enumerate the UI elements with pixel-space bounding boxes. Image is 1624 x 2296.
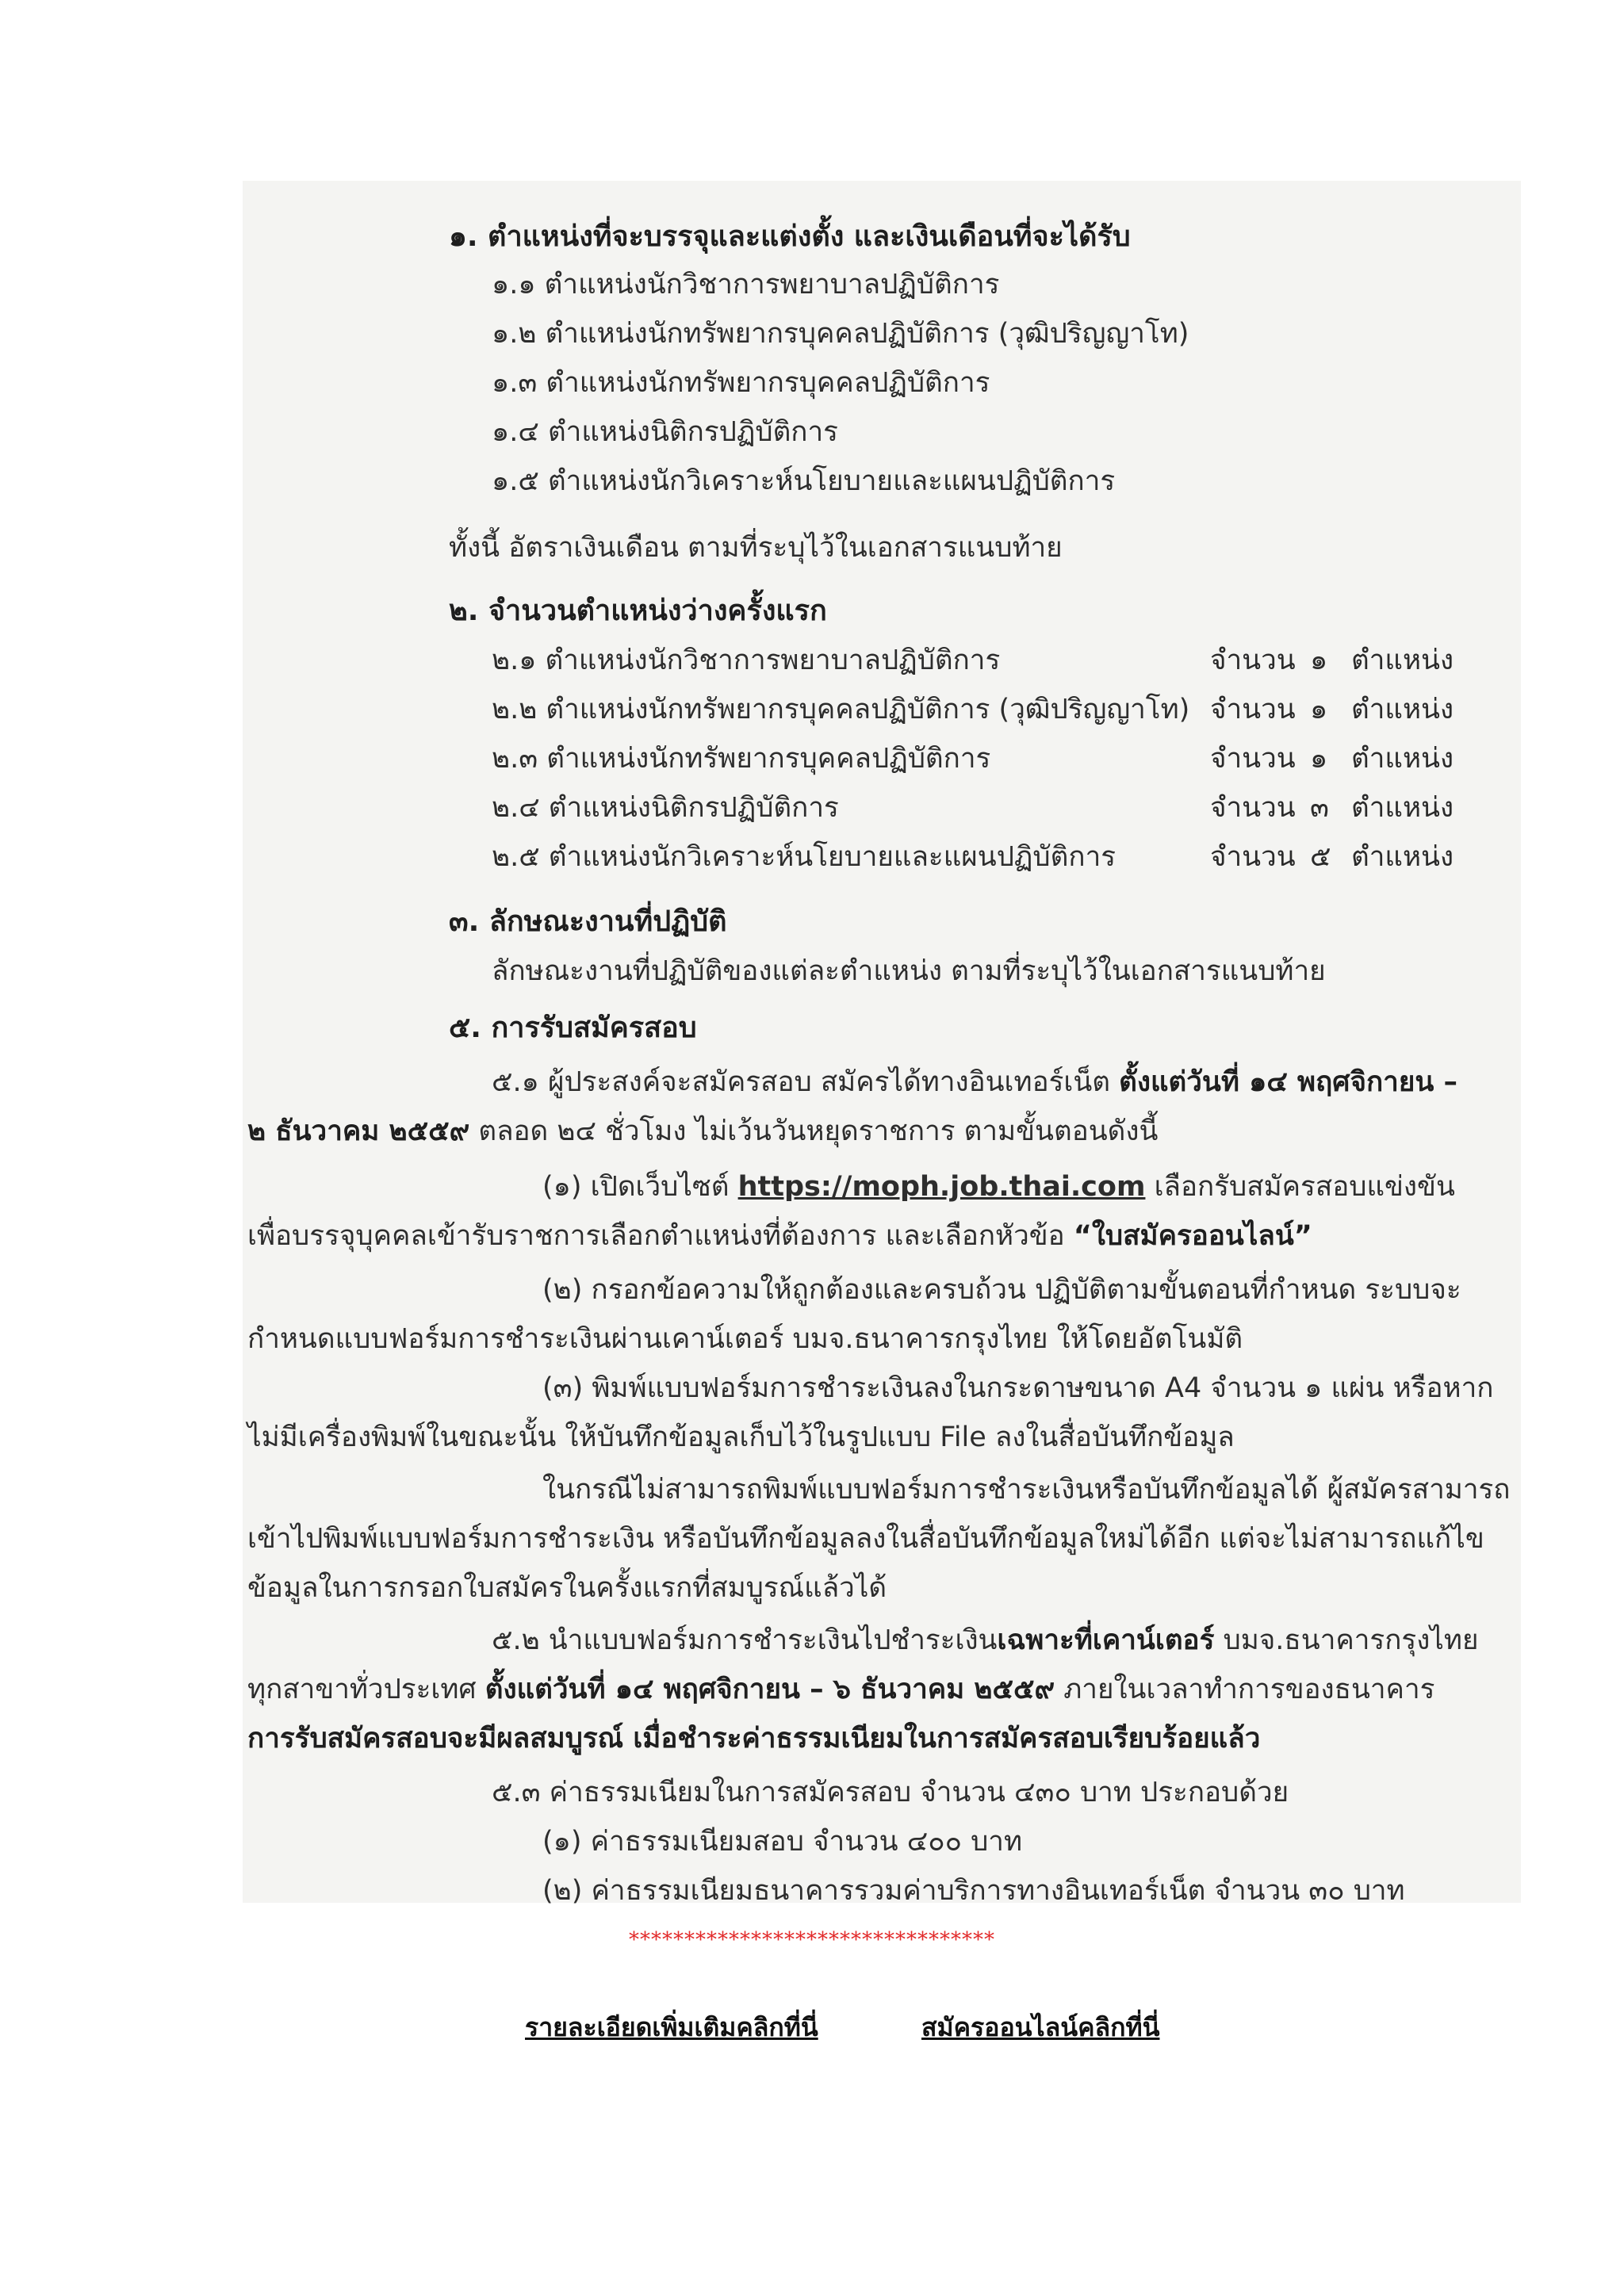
section2-row-3-count-word: จำนวน [1210, 743, 1296, 775]
online-form-label: “ใบสมัครออนไลน์” [1073, 1220, 1312, 1252]
step1-cont: เพื่อบรรจุบุคคลเข้ารับราชการเลือกตำแหน่งที่ต้องการ และเลือกหัวข้อ [247, 1220, 1074, 1252]
section2-row-2-label: ๒.๒ ตำแหน่งนักทรัพยากรบุคคลปฏิบัติการ (วุฒิปริญญาโท) [492, 694, 1190, 725]
section2-row-1-count-word: จำนวน [1210, 645, 1296, 676]
separator-stars: ********************************* [629, 1928, 995, 1952]
section1-item-3: ๑.๓ ตำแหน่งนักทรัพยากรบุคคลปฏิบัติการ [492, 367, 990, 399]
p51-line2 [247, 1113, 1158, 1150]
step1-intro: (๑) เปิดเว็บไซต์ [542, 1171, 738, 1203]
section3-heading: ๓. ลักษณะงานที่ปฏิบัติ [449, 905, 727, 938]
section2-row-3-count: ๑ [1310, 743, 1328, 775]
p52-bank: บมจ.ธนาคารกรุงไทย [1214, 1624, 1479, 1656]
section2-row-5-count-word: จำนวน [1210, 841, 1296, 873]
section2-row-2-count: ๑ [1310, 694, 1328, 725]
p51-end-date: ๒ ธันวาคม ๒๕๕๙ [247, 1115, 470, 1147]
section2-row-2-count-word: จำนวน [1210, 694, 1296, 725]
p53-fee-exam: (๑) ค่าธรรมเนียมสอบ จำนวน ๔๐๐ บาท [542, 1826, 1023, 1858]
section1-item-1: ๑.๑ ตำแหน่งนักวิชาการพยาบาลปฏิบัติการ [492, 269, 1000, 300]
details-link[interactable]: รายละเอียดเพิ่มเติมคลิกที่นี่ [525, 2012, 818, 2042]
step2-line2: กำหนดแบบฟอร์มการชำระเงินผ่านเคาน์เตอร์ บมจ.ธนาคารกรุงไทย ให้โดยอัตโนมัติ [247, 1323, 1243, 1355]
section2-row-3-label: ๒.๓ ตำแหน่งนักทรัพยากรบุคคลปฏิบัติการ [492, 743, 991, 775]
section1-item-2: ๑.๒ ตำแหน่งนักทรัพยากรบุคคลปฏิบัติการ (วุฒิปริญญาโท) [492, 318, 1189, 350]
section1-item-4: ๑.๔ ตำแหน่งนิติกรปฏิบัติการ [492, 416, 838, 448]
section2-row-1-label: ๒.๑ ตำแหน่งนักวิชาการพยาบาลปฏิบัติการ [492, 645, 1001, 676]
section1-item-5: ๑.๕ ตำแหน่งนักวิเคราะห์นโยบายและแผนปฏิบัติการ [492, 465, 1116, 497]
website-link[interactable]: https://moph.job.thai.com [737, 1171, 1146, 1203]
section2-row-4-unit: ตำแหน่ง [1351, 792, 1454, 824]
p52-branches: ทุกสาขาทั่วประเทศ [247, 1674, 485, 1705]
apply-online-link[interactable]: สมัครออนไลน์คลิกที่นี่ [921, 2012, 1160, 2042]
section2-row-5-unit: ตำแหน่ง [1351, 841, 1454, 873]
step1-line2 [247, 1218, 1312, 1254]
note-line2: เข้าไปพิมพ์แบบฟอร์มการชำระเงิน หรือบันทึกข้อมูลลงในสื่อบันทึกข้อมูลใหม่ได้อีก แต่จะไม่สามารถแก้ไข [247, 1523, 1484, 1555]
p52-line1 [492, 1622, 1479, 1659]
section2-row-4-count-word: จำนวน [1210, 792, 1296, 824]
p52-complete-note: การรับสมัครสอบจะมีผลสมบูรณ์ เมื่อชำระค่าธรรมเนียมในการสมัครสอบเรียบร้อยแล้ว [247, 1723, 1261, 1755]
step1-rest: เลือกรับสมัครสอบแข่งขัน [1145, 1171, 1455, 1203]
note-line1: ในกรณีไม่สามารถพิมพ์แบบฟอร์มการชำระเงินหรือบันทึกข้อมูลได้ ผู้สมัครสามารถ [542, 1474, 1511, 1506]
p52-line2 [247, 1671, 1434, 1708]
p52-dates: ตั้งแต่วันที่ ๑๔ พฤศจิกายน – ๖ ธันวาคม ๒๕๕๙ [485, 1674, 1055, 1705]
step3-line1: (๓) พิมพ์แบบฟอร์มการชำระเงินลงในกระดาษขนาด A4 จำนวน ๑ แผ่น หรือหาก [542, 1372, 1494, 1404]
p53-fee-total: ๕.๓ ค่าธรรมเนียมในการสมัครสอบ จำนวน ๔๓๐ บาท ประกอบด้วย [492, 1777, 1289, 1808]
p51-intro: ๕.๑ ผู้ประสงค์จะสมัครสอบ สมัครได้ทางอินเทอร์เน็ต [492, 1066, 1120, 1098]
section2-row-3-unit: ตำแหน่ง [1351, 743, 1454, 775]
section2-row-5-count: ๕ [1310, 841, 1331, 873]
p52-hours: ภายในเวลาทำการของธนาคาร [1055, 1674, 1435, 1705]
section2-row-5-label: ๒.๕ ตำแหน่งนักวิเคราะห์นโยบายและแผนปฏิบัติการ [492, 841, 1116, 873]
note-line3: ข้อมูลในการกรอกใบสมัครในครั้งแรกที่สมบูรณ์แล้วได้ [247, 1572, 887, 1604]
p52-counter: เฉพาะที่เคาน์เตอร์ [997, 1624, 1215, 1656]
p51-rest: ตลอด ๒๔ ชั่วโมง ไม่เว้นวันหยุดราชการ ตามขั้นตอนดังนี้ [469, 1115, 1159, 1147]
step2-line1: (๒) กรอกข้อความให้ถูกต้องและครบถ้วน ปฏิบัติตามขั้นตอนที่กำหนด ระบบจะ [542, 1274, 1461, 1306]
p53-fee-bank: (๒) ค่าธรรมเนียมธนาคารรวมค่าบริการทางอินเทอร์เน็ต จำนวน ๓๐ บาท [542, 1875, 1405, 1907]
section2-row-1-unit: ตำแหน่ง [1351, 645, 1454, 676]
p51-line1 [492, 1064, 1457, 1100]
section1-note: ทั้งนี้ อัตราเงินเดือน ตามที่ระบุไว้ในเอกสารแนบท้าย [449, 532, 1063, 564]
section2-row-4-label: ๒.๔ ตำแหน่งนิติกรปฏิบัติการ [492, 792, 839, 824]
section2-row-1-count: ๑ [1310, 645, 1328, 676]
section5-heading: ๕. การรับสมัครสอบ [449, 1012, 697, 1044]
p51-start-date: ตั้งแต่วันที่ ๑๔ พฤศจิกายน – [1119, 1066, 1457, 1098]
section1-heading: ๑. ตำแหน่งที่จะบรรจุและแต่งตั้ง และเงินเดือนที่จะได้รับ [449, 220, 1131, 253]
p52-intro: ๕.๒ นำแบบฟอร์มการชำระเงินไปชำระเงิน [492, 1624, 998, 1656]
section2-row-4-count: ๓ [1310, 792, 1329, 824]
step1-line1 [542, 1169, 1455, 1205]
section2-heading: ๒. จำนวนตำแหน่งว่างครั้งแรก [449, 595, 827, 627]
section3-body: ลักษณะงานที่ปฏิบัติของแต่ละตำแหน่ง ตามที่ระบุไว้ในเอกสารแนบท้าย [492, 955, 1326, 987]
step3-line2: ไม่มีเครื่องพิมพ์ในขณะนั้น ให้บันทึกข้อมูลเก็บไว้ในรูปแบบ File ลงในสื่อบันทึกข้อมูล [247, 1422, 1235, 1453]
section2-row-2-unit: ตำแหน่ง [1351, 694, 1454, 725]
